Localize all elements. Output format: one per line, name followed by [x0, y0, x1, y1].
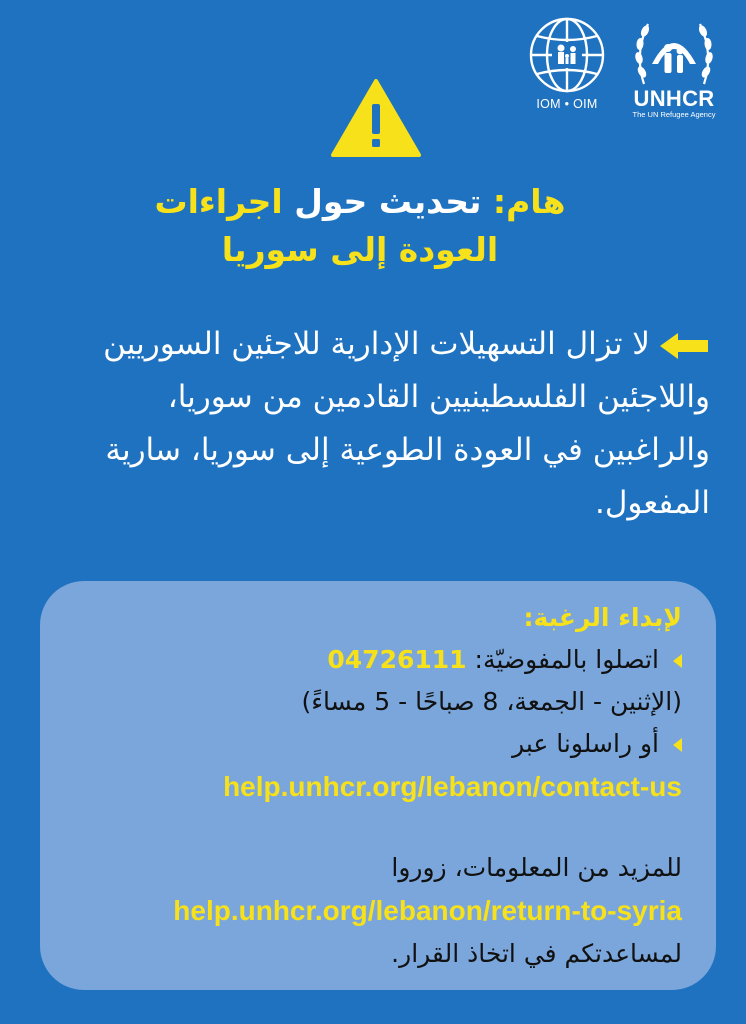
contact-us-link[interactable]: help.unhcr.org/lebanon/contact-us — [223, 771, 682, 802]
unhcr-tagline: The UN Refugee Agency — [632, 110, 716, 119]
headline-procedures: اجراءات العودة إلى سوريا — [154, 182, 499, 269]
decision-text: لمساعدتكم في اتخاذ القرار. — [391, 939, 682, 968]
return-to-syria-link[interactable]: help.unhcr.org/lebanon/return-to-syria — [173, 895, 682, 926]
headline — [120, 178, 600, 274]
call-line — [36, 639, 682, 681]
logos — [525, 14, 730, 134]
call-label: اتصلوا بالمفوضيّة: — [474, 645, 659, 674]
bullet-triangle-icon — [673, 654, 682, 668]
write-label: أو راسلونا عبر — [512, 729, 659, 758]
office-hours: (الإثنين - الجمعة، 8 صباحًا - 5 مساءً) — [301, 687, 682, 716]
write-line — [36, 723, 682, 765]
iom-label: IOM • OIM — [536, 97, 598, 111]
contact-heading: لإبداء الرغبة: — [523, 603, 682, 632]
unhcr-logo — [618, 14, 730, 119]
iom-logo-icon — [525, 14, 609, 96]
arrow-left-icon — [658, 331, 710, 361]
more-info-text: للمزيد من المعلومات، زوروا — [391, 853, 682, 882]
phone-number[interactable]: 04726111 — [327, 645, 467, 674]
iom-logo — [525, 14, 609, 111]
notice-paragraph — [50, 318, 710, 530]
bullet-triangle-icon — [673, 738, 682, 752]
warning-icon — [331, 78, 421, 158]
unhcr-name: UNHCR — [633, 86, 715, 111]
unhcr-logo-icon — [630, 14, 718, 88]
contact-box — [40, 581, 716, 990]
contact-content — [36, 597, 682, 975]
notice-text: لا تزال التسهيلات الإدارية للاجئين السوريين واللاجئين الفلسطينيين القادمين من سوريا، والراغبين في العودة الطوعية إلى سوريا، سارية المفعول. — [103, 326, 710, 521]
headline-important: هام: — [492, 182, 566, 221]
headline-update: تحديث حول — [294, 182, 482, 221]
